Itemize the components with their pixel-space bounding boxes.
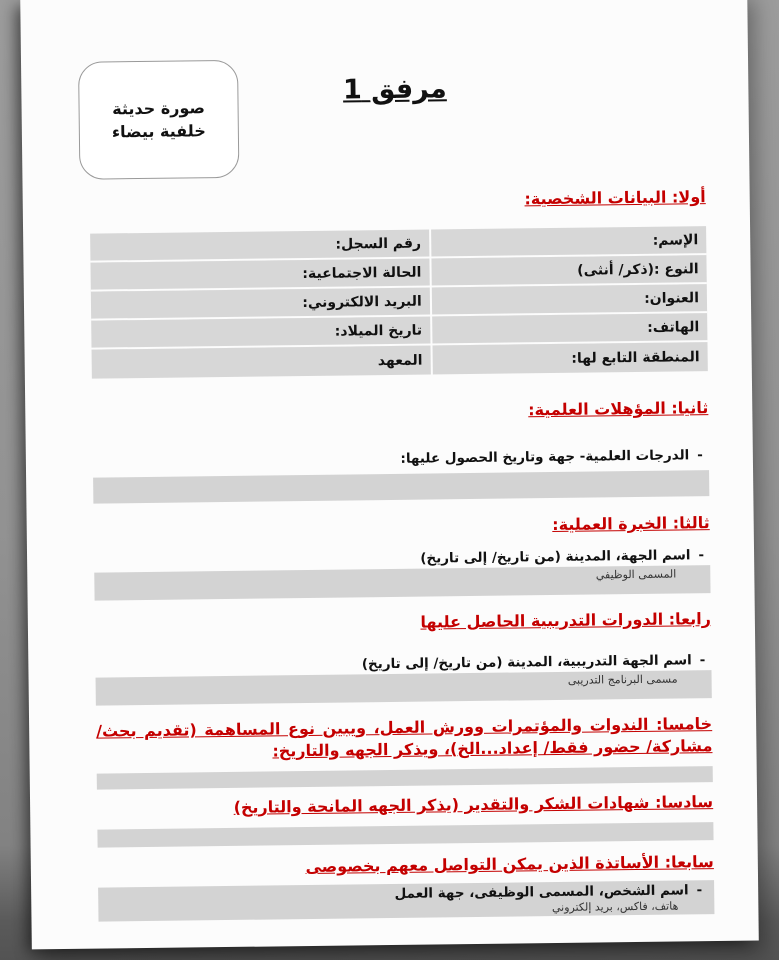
fill-area-seminars <box>97 766 713 790</box>
table-cell-institute <box>92 345 431 378</box>
bullet-dash: - <box>697 447 703 464</box>
section-heading-qualifications: ثانيا: المؤهلات العلمية: <box>528 398 709 420</box>
table-cell-gender <box>429 255 706 285</box>
section-heading-courses: رابعا: الدورات التدريبية الحاصل عليها <box>420 609 711 632</box>
table-cell-record-number <box>90 230 429 261</box>
field-label-marital-status: الحالة الاجتماعية: <box>302 264 422 282</box>
field-label-institute: المعهد <box>377 352 423 369</box>
table-cell-birth-date <box>91 316 430 347</box>
section-heading-personal-data: أولا: البيانات الشخصية: <box>524 187 706 209</box>
bullet-experience-text: اسم الجهة، المدينة (من تاريخ/ إلى تاريخ) <box>420 547 691 567</box>
section-heading-experience: ثالثا: الخبرة العملية: <box>552 513 710 535</box>
document-body <box>20 0 758 922</box>
field-label-name: الإسم: <box>652 231 699 249</box>
bullet-references-text: اسم الشخص، المسمى الوظيفى، جهة العمل <box>394 882 689 902</box>
section-heading-certificates: سادسا: شهادات الشكر والتقدير (يذكر الجهه المانحة والتاريخ) <box>233 792 714 817</box>
table-cell-email <box>91 287 430 318</box>
section-heading-seminars: خامسا: الندوات والمؤتمرات وورش العمل، ويبين نوع المساهمة (تقديم بحث/ مشاركة/ حضور فقط/ إعداد...الخ)، ويذكر الجهه والتاريخ: <box>96 714 713 761</box>
bullet-courses-subtext: مسمى البرنامج التدريبى <box>567 672 678 687</box>
bullet-degrees-text: الدرجات العلمية- جهة وتاريخ الحصول عليها: <box>400 447 690 467</box>
bullet-experience-subtext: المسمى الوظيفي <box>595 567 677 582</box>
bullet-dash: - <box>696 882 703 899</box>
document-page <box>20 0 759 949</box>
bullet-references-subtext: هاتف، فاكس، بريد إلكتروني <box>551 899 679 915</box>
table-row <box>92 342 708 379</box>
field-label-phone: الهاتف: <box>647 318 700 336</box>
table-cell-phone <box>430 313 707 343</box>
bullet-dash: - <box>698 547 705 564</box>
field-label-birth-date: تاريخ الميلاد: <box>334 322 423 340</box>
fill-area-certificates <box>97 822 713 848</box>
photo-note-line2: خلفية بيضاء <box>111 121 206 142</box>
fill-area-qualifications <box>93 470 709 504</box>
table-cell-name <box>429 226 706 256</box>
photo-note-line1: صورة حديثة <box>112 98 206 119</box>
table-cell-address <box>430 284 707 314</box>
fill-area-experience <box>94 565 710 601</box>
field-label-gender: النوع :(ذكر/ أنثى) <box>577 260 699 279</box>
field-label-address: العنوان: <box>644 289 700 307</box>
field-label-record-number: رقم السجل: <box>335 235 422 253</box>
document-title: مرفق 1 <box>342 73 447 106</box>
field-label-email: البريد الالكتروني: <box>302 293 422 311</box>
personal-data-table <box>90 226 708 379</box>
field-label-region: المنطقة التابع لها: <box>571 348 700 367</box>
bullet-degrees <box>93 447 709 471</box>
bullet-dash: - <box>699 652 706 669</box>
section-heading-references: سابعا: الأساتذة الذين يمكن التواصل معهم بخصوصى <box>305 852 714 877</box>
fill-area-courses <box>96 670 712 706</box>
table-cell-marital-status <box>90 258 429 289</box>
table-cell-region <box>430 342 708 374</box>
bullet-courses-text: اسم الجهة التدريبية، المدينة (من تاريخ/ إلى تاريخ) <box>361 652 692 673</box>
fill-area-references <box>98 880 714 922</box>
